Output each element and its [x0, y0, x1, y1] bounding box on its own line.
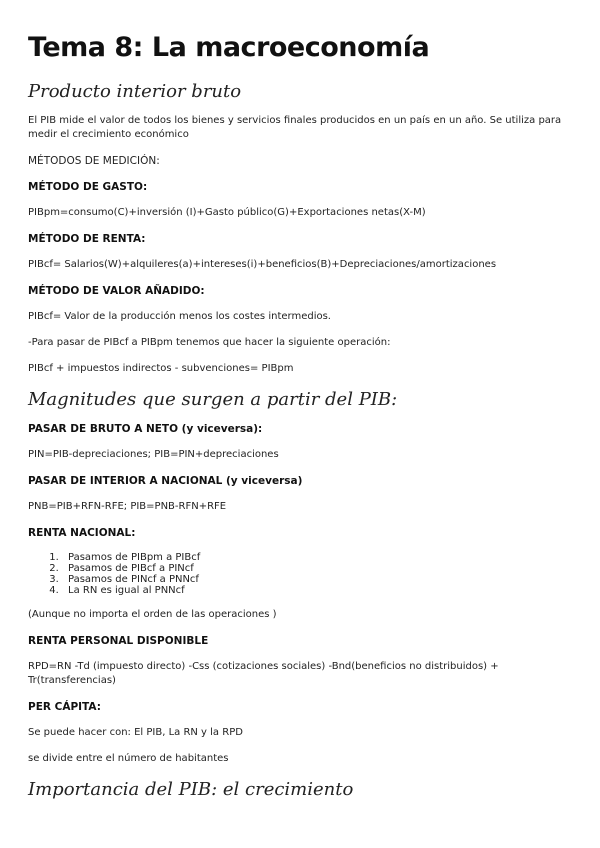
renta-heading: MÉTODO DE RENTA: — [28, 233, 146, 245]
section-heading-magnitudes: Magnitudes que surgen a partir del PIB: — [28, 389, 398, 410]
renta-formula: PIBcf= Salarios(W)+alquileres(a)+intereses(i)+beneficios(B)+Depreciaciones/amortizaciones — [28, 259, 497, 270]
pib-intro: El PIB mide el valor de todos los bienes y servicios finales producidos en un país en un año. Se utiliza para medir el crecimiento económico — [28, 115, 562, 140]
gasto-formula: PIBpm=consumo(C)+inversión (I)+Gasto público(G)+Exportaciones netas(X-M) — [28, 207, 426, 218]
page-title: Tema 8: La macroeconomía — [28, 32, 430, 63]
document-page — [28, 30, 576, 812]
list-item: 4. La RN es igual al PNNcf — [62, 585, 576, 596]
rpd-formula: RPD=RN -Td (impuesto directo) -Css (cotizaciones sociales) -Bnd(beneficios no distribuidos) + Tr(transferencias) — [28, 661, 499, 686]
list-item: 1. Pasamos de PIBpm a PIBcf — [62, 552, 576, 563]
interior-heading: PASAR DE INTERIOR A NACIONAL (y viceversa) — [28, 475, 303, 487]
percapita-line2: se divide entre el número de habitantes — [28, 753, 229, 764]
bruto-heading: PASAR DE BRUTO A NETO (y viceversa): — [28, 423, 263, 435]
metodos-label: MÉTODOS DE MEDICIÓN: — [28, 155, 160, 167]
list-item: 3. Pasamos de PINcf a PNNcf — [62, 574, 576, 585]
valor-heading: MÉTODO DE VALOR AÑADIDO: — [28, 285, 205, 297]
bruto-formula: PIN=PIB-depreciaciones; PIB=PIN+depreciaciones — [28, 449, 279, 460]
section-heading-pib: Producto interior bruto — [28, 81, 242, 102]
renta-nacional-note: (Aunque no importa el orden de las operaciones ) — [28, 609, 277, 620]
valor-formula: PIBcf= Valor de la producción menos los costes intermedios. — [28, 311, 331, 322]
rpd-heading: RENTA PERSONAL DISPONIBLE — [28, 635, 209, 647]
gasto-heading: MÉTODO DE GASTO: — [28, 181, 148, 193]
interior-formula: PNB=PIB+RFN-RFE; PIB=PNB-RFN+RFE — [28, 501, 227, 512]
list-item: 2. Pasamos de PIBcf a PINcf — [62, 563, 576, 574]
percapita-line1: Se puede hacer con: El PIB, La RN y la RPD — [28, 727, 243, 738]
pasar-formula: PIBcf + impuestos indirectos - subvenciones= PIBpm — [28, 363, 294, 374]
renta-nacional-steps — [28, 552, 576, 596]
percapita-heading: PER CÁPITA: — [28, 701, 101, 713]
pasar-note: -Para pasar de PIBcf a PIBpm tenemos que hacer la siguiente operación: — [28, 337, 391, 348]
section-heading-importancia: Importancia del PIB: el crecimiento — [28, 779, 354, 800]
renta-nacional-heading: RENTA NACIONAL: — [28, 527, 136, 539]
